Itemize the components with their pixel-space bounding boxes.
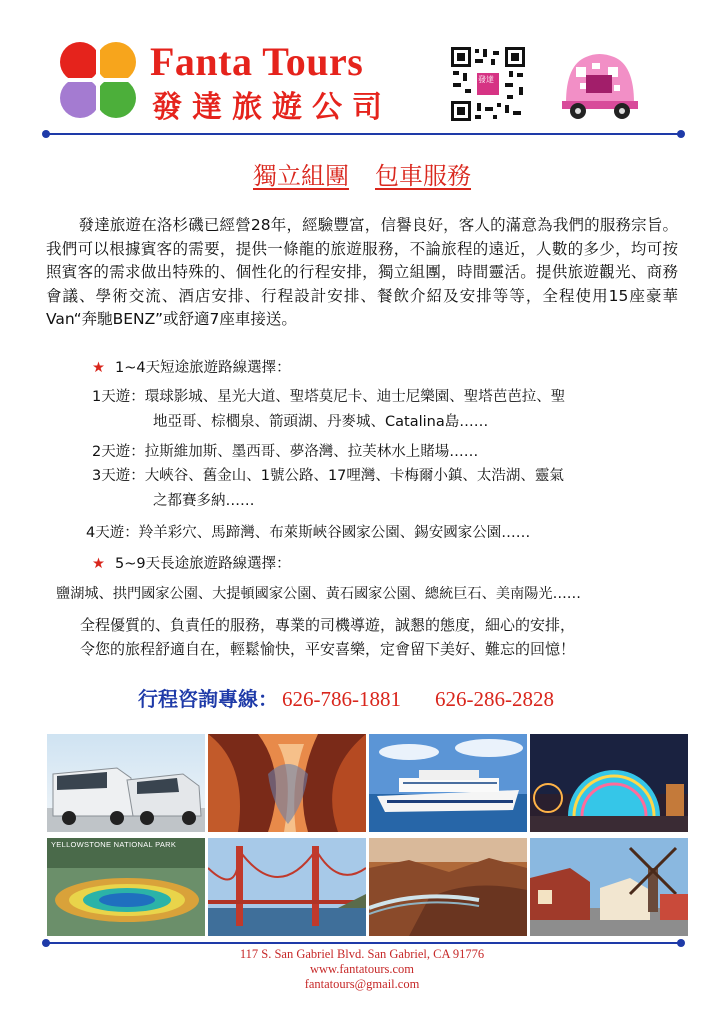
brand-logo-icon (58, 40, 138, 120)
photo-antelope-canyon (208, 734, 366, 832)
footer (0, 947, 724, 992)
title-part-1: 獨立組團 (253, 162, 349, 190)
day2-text: 拉斯維加斯、墨西哥、夢洛灣、拉芙林水上賭場…… (144, 444, 479, 460)
photo-vans (47, 734, 205, 832)
day3-line1: 大峽谷、舊金山、1號公路、17哩灣、卡梅爾小鎮、太浩湖、靈氣 (144, 468, 564, 484)
qr-center-label: 發達 (478, 75, 494, 84)
closing-line-2: 令您的旅程舒適自在，輕鬆愉快，平安喜樂，定會留下美好、難忘的回憶！ (80, 640, 576, 658)
footer-website[interactable]: www.fantatours.com (309, 962, 415, 976)
photo-cruise-ship (369, 734, 527, 832)
day4-label: 4天遊： (86, 525, 139, 541)
route-day2 (92, 441, 478, 463)
route-day3 (92, 465, 564, 487)
day3-label: 3天遊： (92, 468, 145, 484)
hotline (138, 683, 554, 712)
star-icon: ★ (92, 360, 105, 376)
yellowstone-caption: YELLOWSTONE NATIONAL PARK (51, 840, 177, 849)
route-day1 (92, 386, 565, 408)
photo-yellowstone (47, 838, 205, 936)
day1-line2: 地亞哥、棕櫚泉、箭頭湖、丹麥城、Catalina島…… (153, 414, 489, 430)
short-routes-heading: ★ 1~4天短途旅遊路線選擇： (92, 360, 291, 376)
closing-line-1: 全程優質的、負責任的服務，專業的司機導遊，誠懇的態度，細心的安排， (80, 616, 576, 634)
star-icon: ★ (92, 556, 105, 572)
brand-name-en: Fanta Tours (150, 39, 364, 84)
day4-text: 羚羊彩穴、馬蹄灣、布萊斯峽谷國家公園、錫安國家公園…… (138, 525, 531, 541)
footer-divider (46, 942, 681, 944)
title-part-2: 包車服務 (375, 162, 471, 190)
day1-line1: 環球影城、星光大道、聖塔莫尼卡、迪士尼樂園、聖塔芭芭拉、聖 (144, 389, 566, 405)
route-day4 (86, 522, 530, 544)
brand-name-zh: 發達旅遊公司 (152, 90, 392, 125)
day3-line2: 之都賽多納…… (153, 493, 255, 509)
phone-1[interactable]: 626-786-1881 (282, 687, 401, 711)
photo-las-vegas-sphere (530, 734, 688, 832)
photo-golden-gate (208, 838, 366, 936)
footer-email[interactable]: fantatours@gmail.com (304, 977, 420, 991)
phone-2[interactable]: 626-286-2828 (435, 687, 554, 711)
qr-car-graphic-icon (556, 45, 642, 123)
intro-paragraph (46, 214, 678, 332)
page-title (0, 156, 724, 191)
intro-text: 發達旅遊在洛杉磯已經營28年，經驗豐富，信譽良好，客人的滿意為我們的服務宗旨。我們可以根據賓客的需要，提供一條龍的旅遊服務，不論旅程的遠近，人數的多少，均可按照賓客的需求做出特殊的、個性化的行程安排，獨立組團，時間靈活。提供旅遊觀光、商務會議、學術交流、酒店安排、行程設計安排、餐飲介紹及安排等等，全程使用15座豪華Van“奔馳BENZ”或舒適7座車接送。 (46, 216, 678, 328)
photo-solvang-windmill (530, 838, 688, 936)
day1-label: 1天遊： (92, 389, 145, 405)
long-routes-list: 鹽湖城、拱門國家公園、大提頓國家公園、黃石國家公園、總統巨石、美南陽光…… (56, 586, 581, 602)
long-routes-heading: ★ 5~9天長途旅遊路線選擇： (92, 556, 291, 572)
header-divider (46, 133, 681, 135)
hotline-label: 行程咨詢專線： (138, 687, 278, 711)
footer-address: 117 S. San Gabriel Blvd. San Gabriel, CA 91776 (239, 947, 485, 961)
day2-label: 2天遊： (92, 444, 145, 460)
photo-grand-canyon-skywalk (369, 838, 527, 936)
